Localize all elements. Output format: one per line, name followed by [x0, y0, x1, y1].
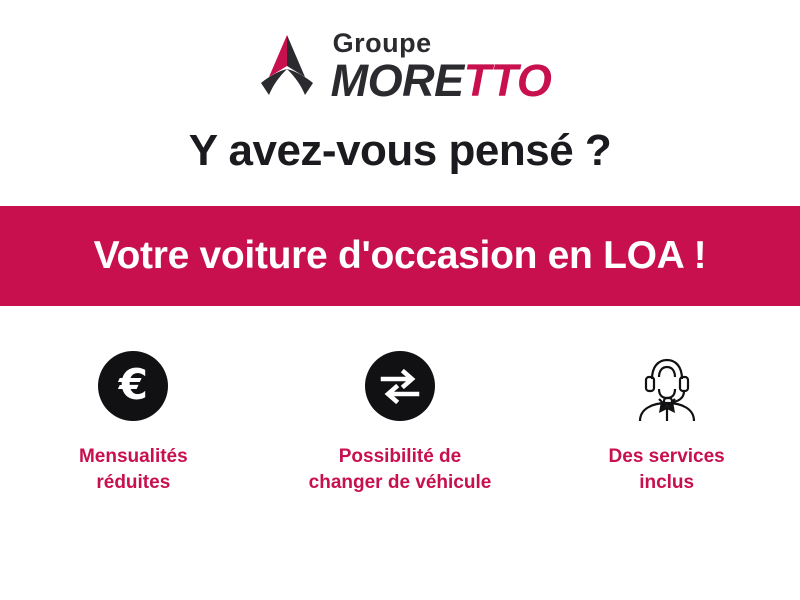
feature-label-line1: Possibilité de: [338, 446, 462, 467]
euro-circle-shape: [98, 351, 168, 421]
feature-label-line1: Des services: [608, 446, 725, 467]
feature-label: [309, 444, 492, 495]
feature-item: [280, 348, 520, 495]
feature-item: [13, 348, 253, 495]
brand-name-red: TTO: [463, 54, 552, 106]
feature-list: [0, 348, 800, 495]
feature-label-line1: Mensualités: [78, 446, 188, 467]
moretto-arrow-logo-icon: [249, 33, 325, 99]
headset-agent-icon: [628, 348, 706, 424]
brand-wordmark: [330, 27, 552, 106]
feature-label: [79, 444, 188, 495]
highlight-banner: [0, 206, 800, 306]
feature-label-line2: réduites: [96, 471, 171, 493]
banner-text: Votre voiture d'occasion en LOA !: [93, 234, 707, 277]
brand-name: [330, 54, 552, 106]
headset-agent-shape: [628, 349, 706, 423]
exchange-arrows-shape: [365, 351, 435, 421]
feature-label-line2: inclus: [639, 471, 695, 493]
exchange-arrows-circle-icon: [365, 348, 435, 424]
euro-circle-icon: [98, 348, 168, 424]
euro-glyph: €: [118, 360, 148, 409]
feature-label: [609, 444, 725, 495]
page-title: Y avez-vous pensé ?: [188, 126, 612, 175]
feature-label-line2: changer de véhicule: [308, 471, 492, 493]
brand-name-dark: MORE: [330, 54, 464, 106]
brand-line1: Groupe: [332, 27, 432, 58]
feature-item: [547, 348, 787, 495]
brand-logo: [249, 27, 552, 106]
